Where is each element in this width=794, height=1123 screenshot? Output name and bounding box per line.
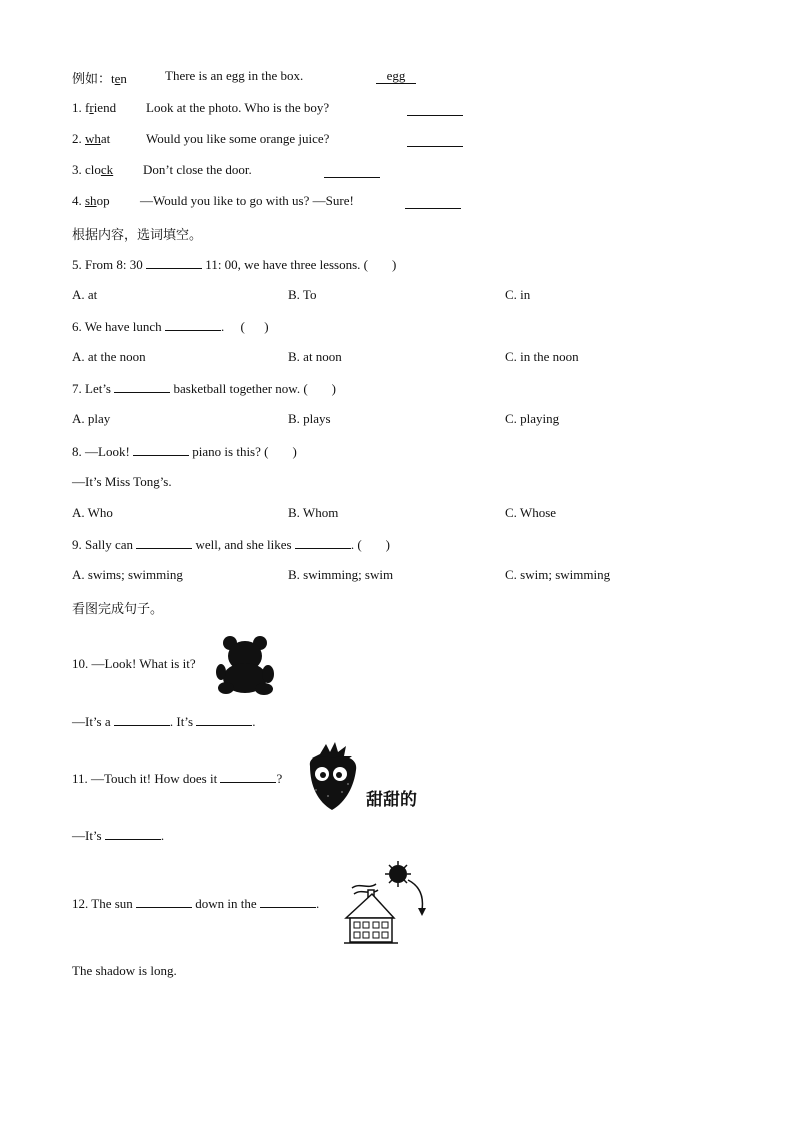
q9-option-a[interactable]: A. swims; swimming: [72, 567, 183, 582]
section-title-fill-in: 根据内容，选词填空。: [72, 228, 203, 243]
question-11-line2: —It’s .: [72, 828, 165, 843]
pron-item-1-blank[interactable]: [407, 103, 463, 116]
blank[interactable]: [133, 443, 189, 456]
blank[interactable]: [114, 380, 170, 393]
q6-option-b[interactable]: B. at noon: [288, 349, 342, 364]
house-sunset-icon: [342, 860, 430, 946]
blank[interactable]: [136, 536, 192, 549]
question-6: 6. We have lunch . ( ): [72, 319, 269, 334]
q5-option-b[interactable]: B. To: [288, 287, 317, 302]
question-5: 5. From 8: 30 11: 00, we have three lessons. ( ): [72, 257, 397, 272]
blank[interactable]: [105, 827, 161, 840]
q8-option-b[interactable]: B. Whom: [288, 505, 339, 520]
q7-option-b[interactable]: B. plays: [288, 411, 331, 426]
q6-option-c[interactable]: C. in the noon: [505, 349, 579, 364]
question-10-line2: —It’s a . It’s .: [72, 714, 256, 729]
blank[interactable]: [196, 713, 252, 726]
example-word: ten: [111, 71, 127, 86]
q9-option-b[interactable]: B. swimming; swim: [288, 567, 394, 582]
pron-item-4-word: 4. shop: [72, 193, 110, 208]
section-title-picture: 看图完成句子。: [72, 602, 164, 617]
q9-option-c[interactable]: C. swim; swimming: [505, 567, 611, 582]
blank[interactable]: [136, 895, 192, 908]
question-12: 12. The sun down in the .: [72, 896, 320, 911]
q7-option-a[interactable]: A. play: [72, 411, 111, 426]
pron-item-1-sentence: Look at the photo. Who is the boy?: [146, 100, 330, 115]
q5-option-c[interactable]: C. in: [505, 287, 531, 302]
example-row: [72, 68, 127, 87]
pron-item-2-blank[interactable]: [407, 134, 463, 147]
teddy-bear-icon: [216, 634, 276, 696]
pron-item-3-word: 3. clock: [72, 162, 114, 177]
q5-option-a[interactable]: A. at: [72, 287, 98, 302]
strawberry-icon: [302, 740, 362, 814]
q6-option-a[interactable]: A. at the noon: [72, 349, 146, 364]
blank[interactable]: [295, 536, 351, 549]
blank[interactable]: [165, 318, 221, 331]
blank[interactable]: [260, 895, 316, 908]
q8-option-a[interactable]: A. Who: [72, 505, 113, 520]
q8-option-c[interactable]: C. Whose: [505, 505, 557, 520]
question-9: 9. Sally can well, and she likes . ( ): [72, 537, 390, 552]
example-label: 例如：: [72, 72, 112, 87]
question-12-line2: The shadow is long.: [72, 963, 177, 978]
pron-item-4-blank[interactable]: [405, 196, 461, 209]
blank[interactable]: [220, 770, 276, 783]
question-11-line1: 11. —Touch it! How does it ?: [72, 771, 283, 786]
question-7: 7. Let’s basketball together now. ( ): [72, 381, 337, 396]
example-answer: egg: [376, 68, 416, 84]
pron-item-1-word: 1. friend: [72, 100, 117, 115]
pron-item-4-sentence: —Would you like to go with us? —Sure!: [140, 193, 354, 208]
question-8: 8. —Look! piano is this? ( ): [72, 444, 297, 459]
q7-option-c[interactable]: C. playing: [505, 411, 560, 426]
example-sentence: There is an egg in the box.: [165, 68, 304, 83]
question-10-line1: 10. —Look! What is it?: [72, 656, 196, 671]
pron-item-2-sentence: Would you like some orange juice?: [146, 131, 330, 146]
sweet-label: 甜甜的: [366, 790, 417, 810]
pron-item-2-word: 2. what: [72, 131, 111, 146]
pron-item-3-sentence: Don’t close the door.: [143, 162, 252, 177]
blank[interactable]: [114, 713, 170, 726]
pron-item-3-blank[interactable]: [324, 165, 380, 178]
blank[interactable]: [146, 256, 202, 269]
q8-response: —It’s Miss Tong’s.: [72, 474, 172, 489]
